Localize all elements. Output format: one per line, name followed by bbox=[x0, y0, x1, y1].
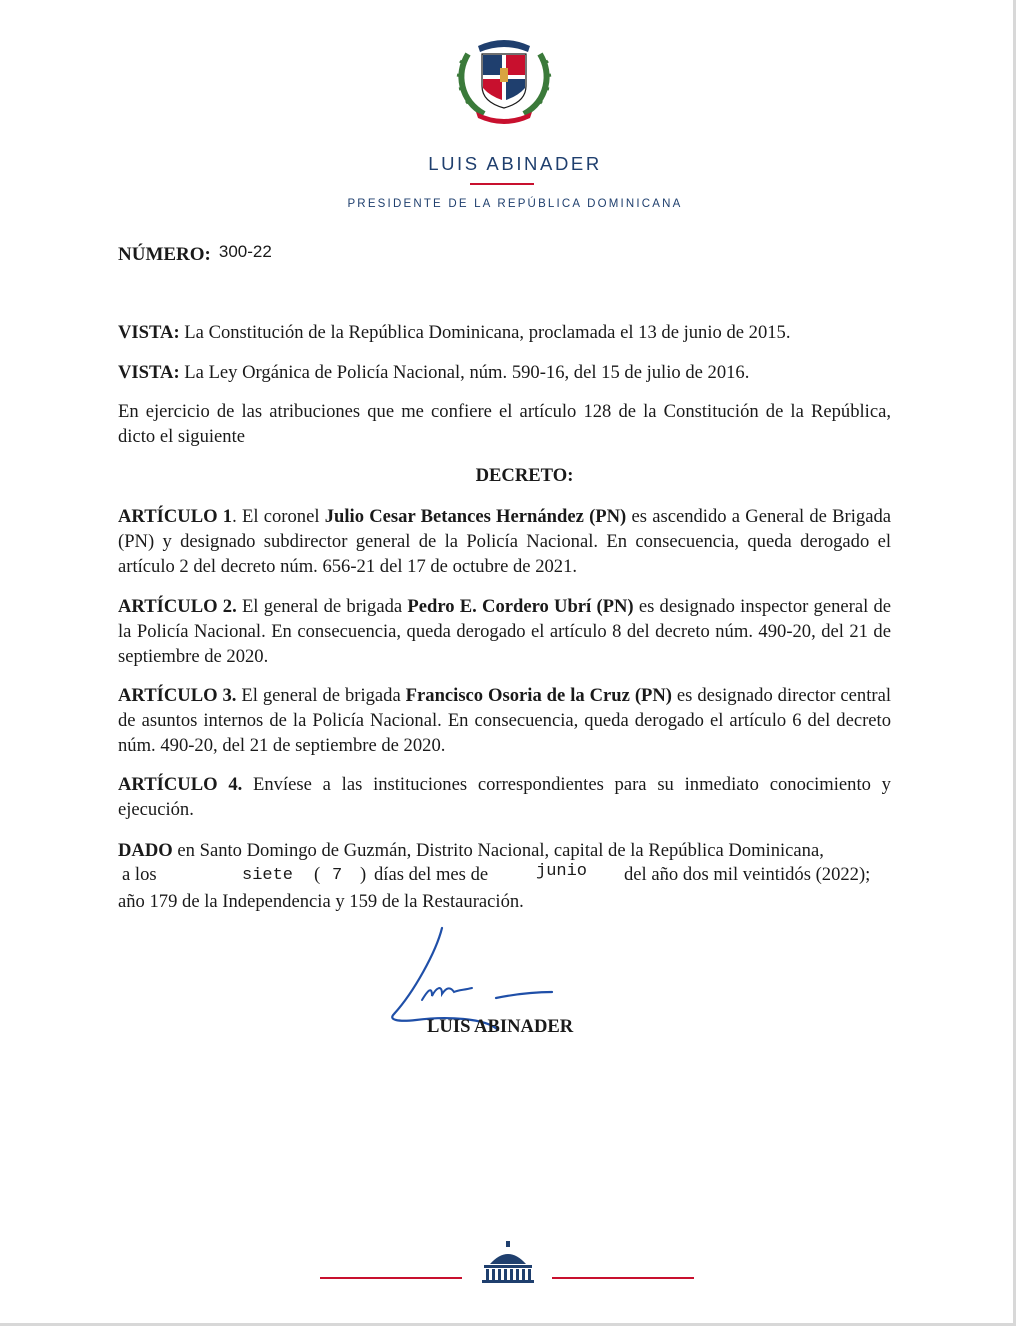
article-3 bbox=[118, 683, 891, 758]
vista-label: VISTA: bbox=[118, 362, 180, 383]
paren-open: ( bbox=[314, 864, 321, 885]
article-2 bbox=[118, 594, 891, 669]
dado-line-3: año 179 de la Independencia y 159 de la Restauración. bbox=[118, 891, 524, 912]
decree-number-label: NÚMERO: bbox=[118, 244, 211, 265]
dado-dias-del-mes: días del mes de bbox=[374, 864, 489, 885]
header-divider bbox=[470, 183, 534, 185]
day-number-field: 7 bbox=[332, 866, 343, 885]
month-field: junio bbox=[536, 862, 588, 881]
decree-number-value: 300-22 bbox=[218, 242, 272, 261]
dado-del-anio: del año dos mil veintidós (2022); bbox=[624, 864, 871, 885]
decree-number bbox=[118, 244, 272, 266]
article-text: es ascendido a General de Brigada (PN) y designado subdirector general de la Policía Nacional. En consecuencia, queda derogado el artículo 2 del decreto núm. 656-21 del 17 de octubre de 2021. bbox=[118, 506, 892, 577]
person-name: Francisco Osoria de la Cruz (PN) bbox=[405, 685, 672, 706]
article-4 bbox=[118, 772, 891, 822]
footer-rule-right bbox=[552, 1277, 694, 1279]
footer-rule-left bbox=[320, 1277, 462, 1279]
article-1 bbox=[118, 504, 891, 579]
decreto-heading: DECRETO: bbox=[475, 465, 574, 486]
dado-text: en Santo Domingo de Guzmán, Distrito Nacional, capital de la República Dominicana, bbox=[172, 840, 824, 861]
dado-line-1 bbox=[118, 838, 891, 863]
person-name: Julio Cesar Betances Hernández (PN) bbox=[324, 506, 627, 527]
preamble: En ejercicio de las atribuciones que me confiere el artículo 128 de la Constitución de la República, dicto el siguiente bbox=[118, 401, 891, 447]
vista-text: La Ley Orgánica de Policía Nacional, núm. 590-16, del 15 de julio de 2016. bbox=[179, 362, 750, 383]
palace-dome-icon bbox=[480, 1240, 536, 1284]
article-label: ARTÍCULO 2. bbox=[118, 596, 237, 617]
vista-constitution bbox=[118, 320, 891, 345]
paren-close: ) bbox=[360, 864, 367, 885]
article-text: . El coronel bbox=[232, 506, 325, 527]
article-text: El general de brigada bbox=[236, 685, 406, 706]
article-text: Envíese a las instituciones correspondientes para su inmediato conocimiento y ejecución. bbox=[118, 774, 891, 820]
dado-label: DADO bbox=[118, 840, 173, 861]
vista-text: La Constitución de la República Dominicana, proclamada el 13 de junio de 2015. bbox=[179, 322, 791, 343]
article-text: El general de brigada bbox=[236, 596, 408, 617]
article-text: es designado inspector general de la Policía Nacional. En consecuencia, queda derogado el artículo 8 del decreto núm. 490-20, del 21 de septiembre de 2020. bbox=[118, 596, 892, 667]
day-word-field: siete bbox=[242, 866, 294, 885]
vista-police-law bbox=[118, 360, 891, 385]
article-text: es designado director central de asuntos internos de la Policía Nacional. En consecuencia, queda derogado el artículo 6 del decreto núm. 490-20, del 21 de septiembre de 2020. bbox=[118, 685, 892, 756]
signatory-name: LUIS ABINADER bbox=[427, 1016, 574, 1037]
article-label: ARTÍCULO 1 bbox=[118, 506, 233, 527]
header-title: PRESIDENTE DE LA REPÚBLICA DOMINICANA bbox=[347, 198, 683, 210]
vista-label: VISTA: bbox=[118, 322, 180, 343]
article-label: ARTÍCULO 3. bbox=[118, 685, 237, 706]
coat-of-arms-icon bbox=[454, 34, 554, 126]
article-label: ARTÍCULO 4. bbox=[118, 774, 243, 795]
header-name: LUIS ABINADER bbox=[428, 153, 602, 174]
dado-line-2 bbox=[118, 864, 891, 889]
dado-a-los: a los bbox=[122, 864, 157, 885]
person-name: Pedro E. Cordero Ubrí (PN) bbox=[407, 596, 634, 617]
